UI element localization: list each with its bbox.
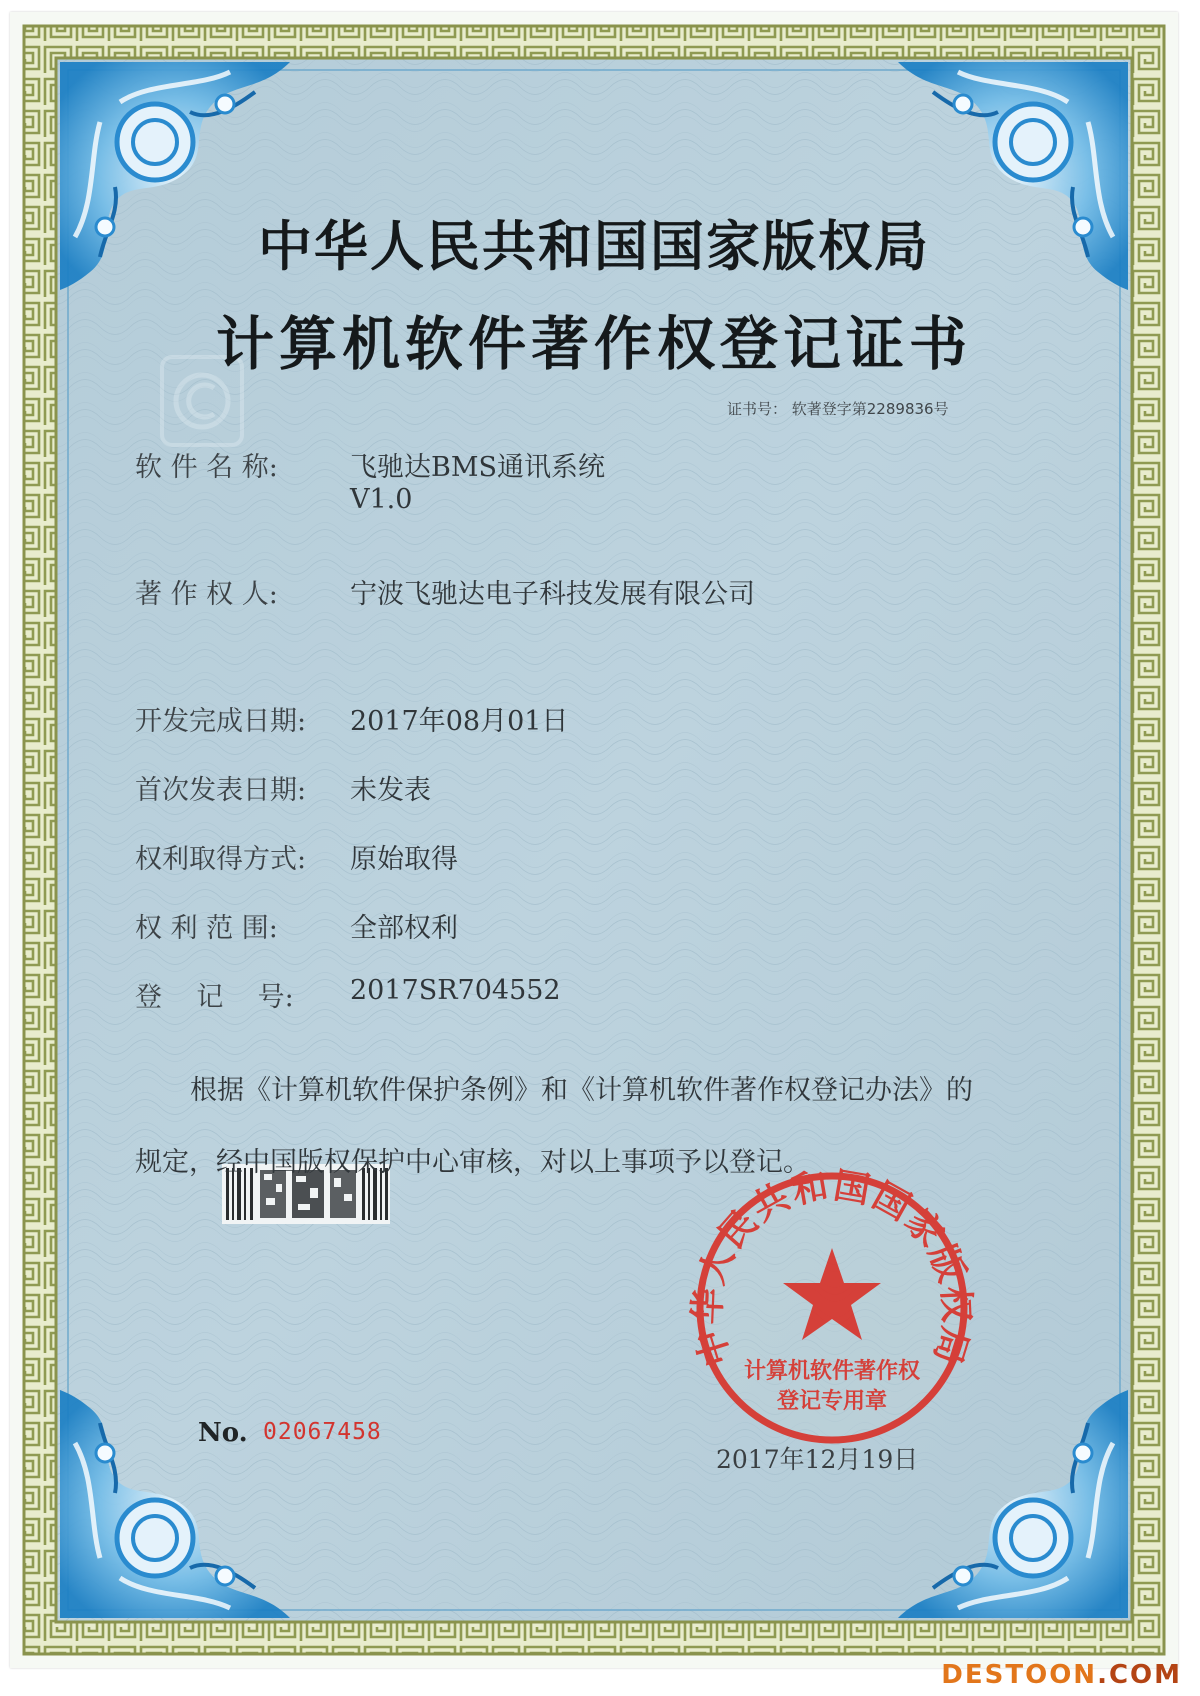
watermark <box>941 1660 1182 1690</box>
watermark-suffix: .COM <box>1097 1660 1182 1690</box>
seal-ring-text: 中华人民共和国国家版权局 <box>686 1164 978 1372</box>
completion-date-label: 开发完成日期: <box>135 706 307 737</box>
acquisition-method-value: 原始取得 <box>350 844 458 875</box>
statement-line-1: 根据《计算机软件保护条例》和《计算机软件著作权登记办法》的 <box>190 1075 973 1106</box>
owner-value: 宁波飞驰达电子科技发展有限公司 <box>350 579 755 610</box>
software-name-label: 软 件 名 称: <box>135 452 278 483</box>
certificate-number: 证书号： 软著登字第2289836号 <box>727 400 949 418</box>
statement-line-2: 规定，经中国版权保护中心审核，对以上事项予以登记。 <box>135 1147 810 1178</box>
serial-label: No. <box>198 1418 248 1448</box>
certificate-paper <box>10 12 1178 1668</box>
software-name-value: 飞驰达BMS通讯系统 <box>350 452 605 483</box>
seal-inner-line2: 登记专用章 <box>776 1388 888 1414</box>
acquisition-method-label: 权利取得方式: <box>135 844 307 875</box>
serial-number: 02067458 <box>263 1419 382 1445</box>
issuer-title: 中华人民共和国国家版权局 <box>258 214 930 278</box>
watermark-text: DESTOON <box>941 1660 1098 1690</box>
completion-date-value: 2017年08月01日 <box>350 706 569 737</box>
registration-number-label: 登 记 号: <box>135 982 294 1013</box>
rights-scope-value: 全部权利 <box>350 913 458 944</box>
certificate-title: 计算机软件著作权登记证书 <box>215 310 972 378</box>
owner-label: 著 作 权 人: <box>135 579 278 610</box>
first-publication-value: 未发表 <box>350 775 431 806</box>
registration-number-value: 2017SR704552 <box>350 975 561 1006</box>
first-publication-label: 首次发表日期: <box>135 775 307 806</box>
issue-date: 2017年12月19日 <box>716 1445 919 1474</box>
rights-scope-label: 权 利 范 围: <box>135 913 278 944</box>
seal-inner-line1: 计算机软件著作权 <box>743 1358 921 1384</box>
software-version-value: V1.0 <box>350 484 413 515</box>
